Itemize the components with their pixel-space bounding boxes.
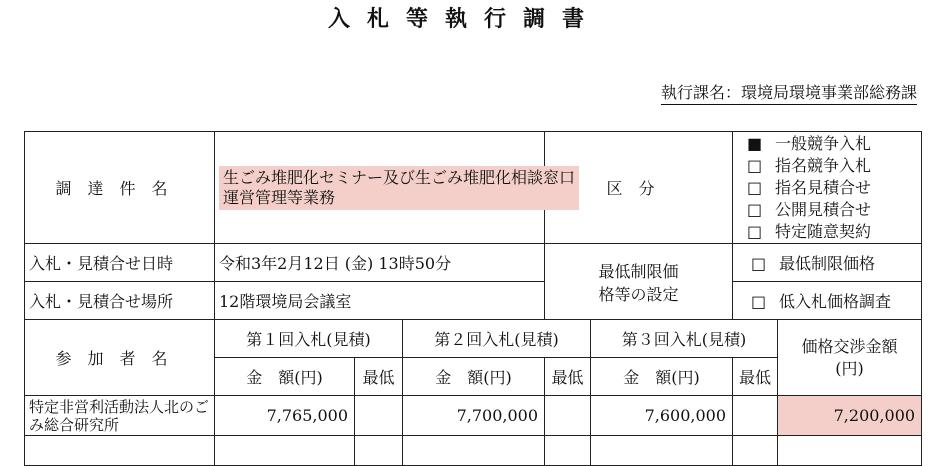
category-list <box>733 133 921 243</box>
low-bid-option-label: 低入札価格調査 <box>779 292 892 311</box>
category-option-label: 一般競争入札 <box>775 133 872 153</box>
round1-amount-header: 金 額(円) <box>215 358 355 396</box>
bid-date-value: 令和3年2月12日 (金) 13時50分 <box>215 244 545 282</box>
min-price-option <box>733 244 922 282</box>
category-checkbox: □ <box>747 177 763 197</box>
participants-label: 参加者名 <box>25 320 215 396</box>
category-checkbox: □ <box>747 199 763 219</box>
min-price-setting-text: 最低制限価格等の設定 <box>598 261 679 304</box>
category-option <box>747 221 921 243</box>
category-checkbox: □ <box>747 221 763 241</box>
bid-record-table <box>24 131 922 466</box>
category-option <box>747 133 921 155</box>
empty-cell <box>778 436 922 466</box>
negotiated-amount: 7,200,000 <box>778 396 922 436</box>
empty-cell <box>545 436 591 466</box>
empty-cell <box>215 436 355 466</box>
empty-cell <box>591 436 733 466</box>
low-bid-investigation-option <box>733 282 922 320</box>
category-option-label: 指名競争入札 <box>775 155 872 175</box>
category-option-label: 指名見積合せ <box>775 177 872 197</box>
min-price-setting-label <box>545 244 733 320</box>
round1-amount: 7,765,000 <box>215 396 355 436</box>
empty-cell <box>355 436 403 466</box>
bid-place-value: 12階環境局会議室 <box>215 282 545 320</box>
negotiated-header <box>778 320 922 396</box>
round2-header: 第２回入札(見積) <box>403 320 591 358</box>
table-row <box>25 436 922 466</box>
round1-lowest <box>355 396 403 436</box>
min-price-option-label: 最低制限価格 <box>779 254 876 273</box>
category-option-label: 公開見積合せ <box>775 199 872 219</box>
round2-lowest-header: 最低 <box>545 358 591 396</box>
subject-label: 調達件名 <box>25 132 215 244</box>
round3-header: 第３回入札(見積) <box>591 320 778 358</box>
category-options <box>733 132 922 244</box>
round1-header: 第１回入札(見積) <box>215 320 403 358</box>
empty-cell <box>25 436 215 466</box>
category-option-label: 特定随意契約 <box>775 221 872 241</box>
subject-cell <box>215 132 576 244</box>
bid-place-label: 入札・見積合せ場所 <box>25 282 215 320</box>
bidder-name: 特定非営利活動法人北のごみ総合研究所 <box>25 396 215 436</box>
round2-amount-header: 金 額(円) <box>403 358 545 396</box>
round3-lowest <box>733 396 778 436</box>
table-row <box>25 396 922 436</box>
document-title: 入札等執行調書 <box>327 6 601 32</box>
category-option <box>747 155 921 177</box>
category-checkbox: □ <box>747 155 763 175</box>
department-name: 執行課名：環境局環境事業部総務課 <box>661 80 917 105</box>
subject-value: 生ごみ堆肥化セミナー及び生ごみ堆肥化相談窓口運営管理等業務 <box>219 166 579 210</box>
min-price-checkbox: □ <box>751 254 767 273</box>
empty-cell <box>733 436 778 466</box>
category-checkbox: ■ <box>747 133 763 153</box>
category-option <box>747 177 921 199</box>
category-option <box>747 199 921 221</box>
low-bid-checkbox: □ <box>751 292 767 311</box>
category-label: 区分 <box>545 132 733 244</box>
negotiated-header-text: 価格交渉金額(円) <box>801 336 898 378</box>
empty-cell <box>403 436 545 466</box>
round3-amount: 7,600,000 <box>591 396 733 436</box>
round1-lowest-header: 最低 <box>355 358 403 396</box>
round3-amount-header: 金 額(円) <box>591 358 733 396</box>
round2-lowest <box>545 396 591 436</box>
round2-amount: 7,700,000 <box>403 396 545 436</box>
bid-date-label: 入札・見積合せ日時 <box>25 244 215 282</box>
round3-lowest-header: 最低 <box>733 358 778 396</box>
